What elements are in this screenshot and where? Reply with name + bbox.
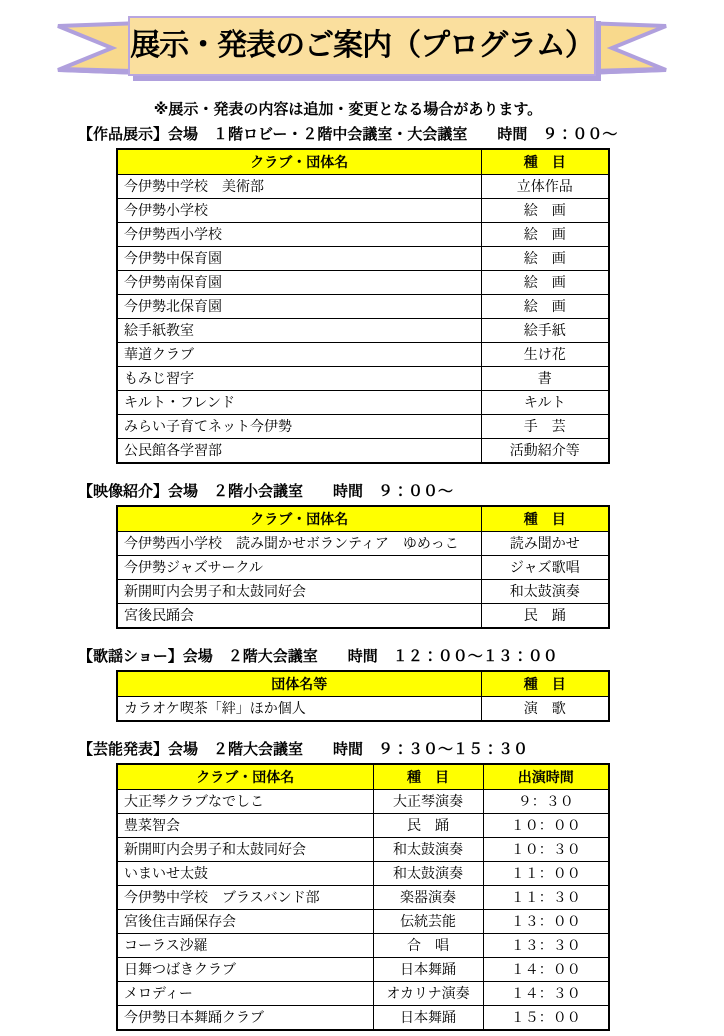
cell-kind: 演 歌 bbox=[481, 697, 609, 722]
cell-kind: 民 踊 bbox=[481, 604, 609, 629]
program-table bbox=[116, 670, 610, 722]
cell-name: 新開町内会男子和太鼓同好会 bbox=[117, 838, 373, 862]
cell-kind: 日本舞踊 bbox=[373, 958, 483, 982]
table-header-row bbox=[117, 506, 609, 532]
cell-time: １０：００ bbox=[483, 814, 609, 838]
table-row bbox=[117, 247, 609, 271]
table-row bbox=[117, 199, 609, 223]
cell-name: 宮後住吉踊保存会 bbox=[117, 910, 373, 934]
program-table bbox=[116, 148, 610, 464]
cell-name: 公民館各学習部 bbox=[117, 439, 481, 464]
cell-kind: 合 唱 bbox=[373, 934, 483, 958]
section-kayo-show bbox=[0, 645, 724, 722]
column-header-name: クラブ・団体名 bbox=[117, 764, 373, 790]
program-table bbox=[116, 505, 610, 629]
section-eizo-shokai bbox=[0, 480, 724, 629]
cell-name: いまいせ太鼓 bbox=[117, 862, 373, 886]
table-row bbox=[117, 934, 609, 958]
table-row bbox=[117, 223, 609, 247]
cell-time: １０：３０ bbox=[483, 838, 609, 862]
program-table bbox=[116, 763, 610, 1031]
table-row bbox=[117, 319, 609, 343]
cell-name: カラオケ喫茶「絆」ほか個人 bbox=[117, 697, 481, 722]
cell-kind: キルト bbox=[481, 391, 609, 415]
column-header-name: クラブ・団体名 bbox=[117, 506, 481, 532]
table-row bbox=[117, 790, 609, 814]
cell-name: もみじ習字 bbox=[117, 367, 481, 391]
cell-kind: 伝統芸能 bbox=[373, 910, 483, 934]
section-heading: 【芸能発表】会場 ２階大会議室 時間 ９：３０～１５：３０ bbox=[78, 741, 529, 758]
column-header-kind: 種 目 bbox=[481, 149, 609, 175]
column-header-name: クラブ・団体名 bbox=[117, 149, 481, 175]
column-header-kind: 種 目 bbox=[481, 671, 609, 697]
cell-time: １５：００ bbox=[483, 1006, 609, 1031]
table-row bbox=[117, 982, 609, 1006]
cell-kind: 和太鼓演奏 bbox=[373, 838, 483, 862]
column-header-name: 団体名等 bbox=[117, 671, 481, 697]
cell-name: 新開町内会男子和太鼓同好会 bbox=[117, 580, 481, 604]
cell-name: 今伊勢ジャズサークル bbox=[117, 556, 481, 580]
table-row bbox=[117, 556, 609, 580]
notice-text: ※展示・発表の内容は追加・変更となる場合があります。 bbox=[153, 101, 543, 118]
cell-time: １１：３０ bbox=[483, 886, 609, 910]
table-header-row bbox=[117, 764, 609, 790]
table-header-row bbox=[117, 149, 609, 175]
banner-box bbox=[128, 16, 596, 76]
cell-kind: オカリナ演奏 bbox=[373, 982, 483, 1006]
cell-name: 今伊勢中学校 ブラスバンド部 bbox=[117, 886, 373, 910]
cell-name: 華道クラブ bbox=[117, 343, 481, 367]
cell-name: 今伊勢西小学校 bbox=[117, 223, 481, 247]
column-header-kind: 種 目 bbox=[481, 506, 609, 532]
page-title: 展示・発表のご案内（プログラム） bbox=[130, 28, 594, 63]
cell-name: 今伊勢日本舞踊クラブ bbox=[117, 1006, 373, 1031]
cell-name: 大正琴クラブなでしこ bbox=[117, 790, 373, 814]
table-row bbox=[117, 175, 609, 199]
table-row bbox=[117, 910, 609, 934]
cell-time: １３：００ bbox=[483, 910, 609, 934]
cell-time: １１：００ bbox=[483, 862, 609, 886]
cell-kind: 楽器演奏 bbox=[373, 886, 483, 910]
cell-name: 今伊勢中保育園 bbox=[117, 247, 481, 271]
table-row bbox=[117, 1006, 609, 1031]
cell-name: 豊菜智会 bbox=[117, 814, 373, 838]
cell-time: １３：３０ bbox=[483, 934, 609, 958]
cell-kind: 民 踊 bbox=[373, 814, 483, 838]
cell-kind: 生け花 bbox=[481, 343, 609, 367]
table-row bbox=[117, 439, 609, 464]
column-header-time: 出演時間 bbox=[483, 764, 609, 790]
cell-name: コーラス沙羅 bbox=[117, 934, 373, 958]
title-banner bbox=[0, 12, 724, 84]
cell-kind: 和太鼓演奏 bbox=[481, 580, 609, 604]
table-header-row bbox=[117, 671, 609, 697]
table-row bbox=[117, 862, 609, 886]
table-row bbox=[117, 343, 609, 367]
cell-kind: 絵 画 bbox=[481, 271, 609, 295]
section-sakuhin-tenji bbox=[0, 123, 724, 464]
cell-kind: 絵 画 bbox=[481, 295, 609, 319]
table-row bbox=[117, 838, 609, 862]
cell-kind: 大正琴演奏 bbox=[373, 790, 483, 814]
cell-name: 絵手紙教室 bbox=[117, 319, 481, 343]
table-row bbox=[117, 580, 609, 604]
cell-kind: 書 bbox=[481, 367, 609, 391]
table-row bbox=[117, 958, 609, 982]
table-row bbox=[117, 271, 609, 295]
table-row bbox=[117, 367, 609, 391]
table-row bbox=[117, 295, 609, 319]
table-row bbox=[117, 391, 609, 415]
cell-kind: 絵 画 bbox=[481, 199, 609, 223]
cell-time: １４：３０ bbox=[483, 982, 609, 1006]
cell-kind: 絵 画 bbox=[481, 247, 609, 271]
cell-kind: 手 芸 bbox=[481, 415, 609, 439]
section-geino-happyo bbox=[0, 738, 724, 1031]
cell-time: １４：００ bbox=[483, 958, 609, 982]
table-row bbox=[117, 532, 609, 556]
cell-kind: 絵手紙 bbox=[481, 319, 609, 343]
cell-kind: 活動紹介等 bbox=[481, 439, 609, 464]
cell-name: 日舞つばきクラブ bbox=[117, 958, 373, 982]
cell-name: みらい子育てネット今伊勢 bbox=[117, 415, 481, 439]
cell-name: キルト・フレンド bbox=[117, 391, 481, 415]
cell-name: 今伊勢南保育園 bbox=[117, 271, 481, 295]
table-row bbox=[117, 604, 609, 629]
cell-kind: 立体作品 bbox=[481, 175, 609, 199]
cell-name: 今伊勢中学校 美術部 bbox=[117, 175, 481, 199]
cell-name: 今伊勢小学校 bbox=[117, 199, 481, 223]
cell-time: ９：３０ bbox=[483, 790, 609, 814]
cell-kind: 読み聞かせ bbox=[481, 532, 609, 556]
cell-kind: 日本舞踊 bbox=[373, 1006, 483, 1031]
cell-kind: 絵 画 bbox=[481, 223, 609, 247]
section-heading: 【作品展示】会場 １階ロビー・２階中会議室・大会議室 時間 ９：００～ bbox=[78, 126, 618, 143]
section-heading: 【歌謡ショー】会場 ２階大会議室 時間 １２：００～１３：００ bbox=[78, 648, 558, 665]
cell-kind: ジャズ歌唱 bbox=[481, 556, 609, 580]
cell-name: 今伊勢北保育園 bbox=[117, 295, 481, 319]
table-row bbox=[117, 814, 609, 838]
table-row bbox=[117, 697, 609, 722]
column-header-kind: 種 目 bbox=[373, 764, 483, 790]
cell-name: メロディー bbox=[117, 982, 373, 1006]
cell-name: 今伊勢西小学校 読み聞かせボランティア ゆめっこ bbox=[117, 532, 481, 556]
table-row bbox=[117, 415, 609, 439]
cell-name: 宮後民踊会 bbox=[117, 604, 481, 629]
table-row bbox=[117, 886, 609, 910]
section-heading: 【映像紹介】会場 ２階小会議室 時間 ９：００～ bbox=[78, 483, 454, 500]
cell-kind: 和太鼓演奏 bbox=[373, 862, 483, 886]
